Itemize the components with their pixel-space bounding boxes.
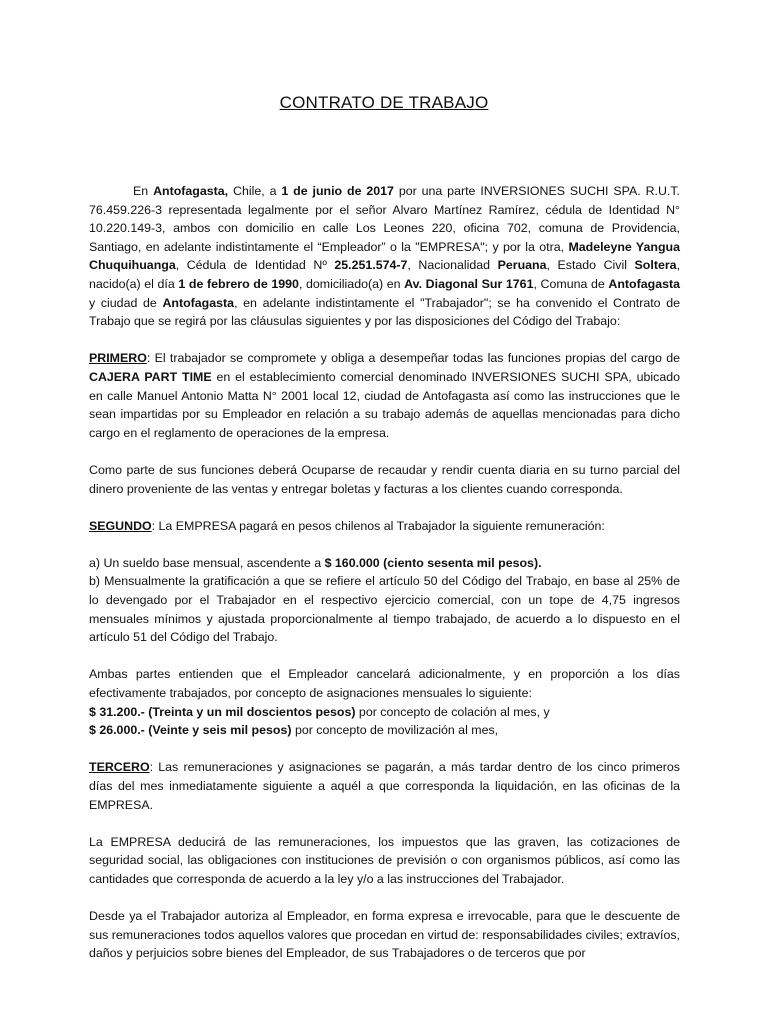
allowance-colacion-text: por concepto de colación al mes, y: [355, 704, 550, 719]
salary-item-b: b) Mensualmente la gratificación a que se refiere el artículo 50 del Código del Trabajo, en base al 25% de lo devengado por el Trabajador en el respectivo ejercicio comercial, con un tope de 4,75 ingresos mensuales mínimos y ajustada proporcionalmente al tiempo trabajado, de acuerdo a lo dispuesto en el artículo 51 del Código del Trabajo.: [89, 574, 680, 645]
allowance-colacion: [89, 703, 680, 722]
clause-tercero-text: : Las remuneraciones y asignaciones se pagarán, a más tardar dentro de los cinco primeros días del mes inmediatamente siguiente a aquél a que corresponda la liquidación, en las oficinas de la EMPRESA.: [89, 760, 680, 812]
functions-paragraph: Como parte de sus funciones deberá Ocuparse de recaudar y rendir cuenta diaria en su turno parcial del dinero proveniente de las ventas y entregar boletas y facturas a los clientes cuando corresponda.: [89, 462, 680, 496]
worker-civil-status: Soltera: [634, 258, 677, 273]
intro-date: 1 de junio de 2017: [281, 184, 394, 198]
clause-segundo-text: : La EMPRESA pagará en pesos chilenos al Trabajador la siguiente remuneración:: [151, 518, 605, 533]
allowance-movilizacion: [89, 721, 680, 740]
intro-text-11: , en adelante indistintamente el "Trabajador"; se ha convenido el Contrato de Trabajo que se regirá por las cláusulas siguientes y por las disposiciones del Código del Trabajo:: [89, 295, 680, 329]
worker-nationality: Peruana: [497, 258, 547, 273]
intro-text-3: por una parte INVERSIONES SUCHI SPA. R.U.T. 76.459.226-3 representada legalmente por el señor Alvaro Martínez Ramírez, cédula de Identidad N° 10.220.149-3, ambos con domicilio en calle Los Leones 220, oficina 702, comuna de Providencia, Santiago, en adelante indistintamente el “Empleador” o la "EMPRESA"; y por la otra,: [89, 184, 680, 254]
authorization-paragraph: Desde ya el Trabajador autoriza al Empleador, en forma expresa e irrevocable, para que le descuente de sus remuneraciones todos aquellos valores que procedan en virtud de: responsabilidades civiles; extravíos, daños y perjuicios sobre bienes del Empleador, de sus Trabajadores o de terceros que por: [89, 909, 680, 961]
intro-paragraph: [89, 182, 680, 331]
worker-id: 25.251.574-7: [334, 258, 408, 273]
worker-city: Antofagasta: [162, 295, 235, 310]
intro-text-6: , Estado Civil: [546, 258, 635, 273]
intro-city: Antofagasta,: [153, 184, 229, 198]
intro-text-10: y ciudad de: [89, 295, 163, 310]
allowances-intro: Ambas partes entienden que el Empleador cancelará adicionalmente, y en proporción a los días efectivamente trabajados, por concepto de asignaciones mensuales lo siguiente:: [89, 667, 680, 701]
allowance-movilizacion-text: por concepto de movilización al mes,: [291, 723, 499, 738]
allowance-colacion-amount: $ 31.200.- (Treinta y un mil doscientos pesos): [89, 704, 356, 719]
clause-segundo-label: SEGUNDO: [89, 518, 152, 533]
intro-text-5: , Nacionalidad: [407, 258, 498, 273]
worker-name: Madeleyne Yangua Chuquihuanga: [89, 239, 680, 273]
salary-item-a: [89, 554, 680, 573]
worker-birth-date: 1 de febrero de 1990: [178, 276, 299, 291]
intro-text-1: En: [133, 184, 154, 198]
worker-address: Av. Diagonal Sur 1761: [404, 276, 534, 291]
clause-segundo: [89, 517, 680, 536]
intro-text-7: , nacido(a) el día: [89, 258, 681, 291]
salary-item-a-text: a) Un sueldo base mensual, ascendente a: [89, 555, 325, 570]
intro-text-2: Chile, a: [228, 184, 282, 198]
worker-comuna: Antofagasta: [608, 276, 680, 291]
intro-text-9: , Comuna de: [533, 276, 609, 291]
clause-tercero: [89, 758, 680, 814]
clause-tercero-label: TERCERO: [89, 760, 150, 775]
deductions-paragraph: La EMPRESA deducirá de las remuneraciones, los impuestos que las graven, las cotizaciones de seguridad social, las obligaciones con instituciones de previsión o con organismos públicos, así como las cantidades que corresponda de acuerdo a la ley y/o a las instrucciones del Trabajador.: [89, 834, 680, 886]
clause-primero-label: PRIMERO: [89, 351, 147, 366]
allowance-movilizacion-amount: $ 26.000.- (Veinte y seis mil pesos): [89, 723, 292, 738]
base-salary: $ 160.000 (ciento sesenta mil pesos).: [324, 555, 542, 570]
intro-text-8: , domiciliado(a) en: [298, 276, 405, 291]
document-title: CONTRATO DE TRABAJO: [279, 93, 489, 112]
document-body: [89, 182, 680, 963]
clause-primero: [89, 349, 680, 442]
clause-primero-text-2: en el establecimiento comercial denominado INVERSIONES SUCHI SPA, ubicado en calle Manuel Antonio Matta N° 2001 local 12, ciudad de Antofagasta así como las instrucciones que le sean impartidas por su Empleador en relación a su trabajo además de aquellas mencionadas para dicho cargo en el reglamento de operaciones de la empresa.: [89, 369, 680, 440]
clause-primero-text-1: : El trabajador se compromete y obliga a desempeñar todas las funciones propias del cargo de: [146, 351, 680, 366]
intro-text-4: , Cédula de Identidad Nº: [175, 258, 335, 273]
job-position: CAJERA PART TIME: [89, 369, 212, 384]
